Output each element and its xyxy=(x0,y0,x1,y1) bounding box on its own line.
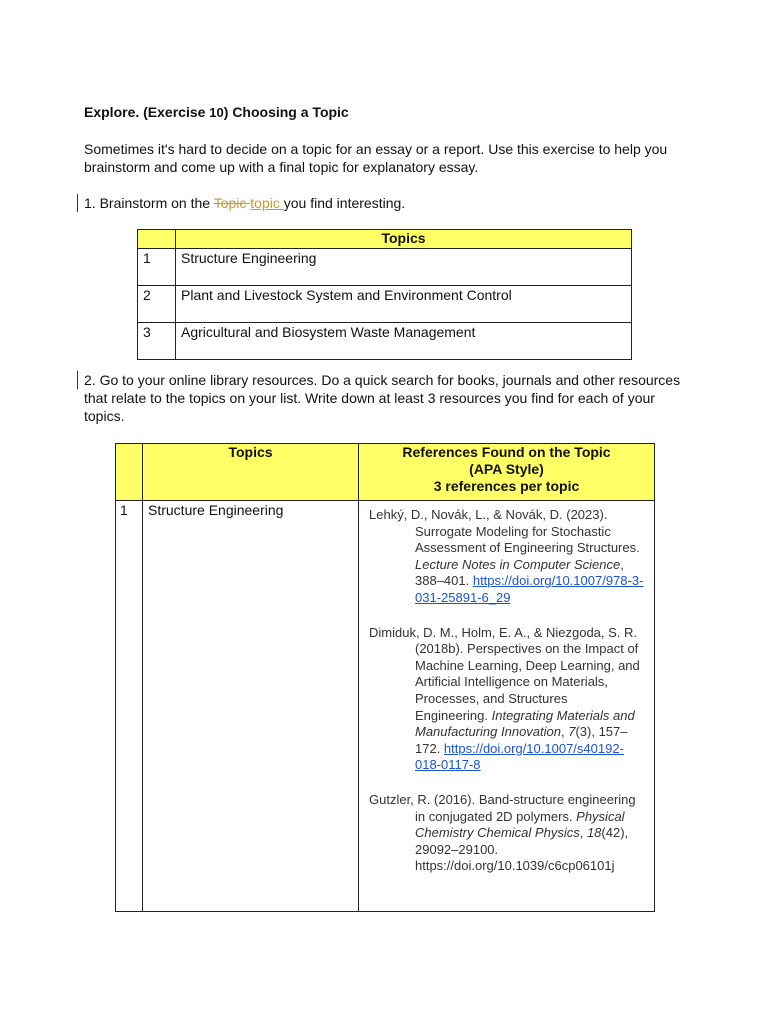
reference-journal: Integrating Materials and Manufacturing Innovation xyxy=(415,707,635,740)
doi-link[interactable]: https://doi.org/10.1007/s40192-018-0117-8 xyxy=(415,740,624,773)
step-2-instruction xyxy=(84,371,694,425)
references-table xyxy=(115,443,655,912)
doi-link[interactable]: https://doi.org/10.1007/978-3-031-25891-6_29 xyxy=(415,573,644,605)
step2-text-end: Do a quick search for books, journals and other resources that relate to the topics on your list. Write down at least 3 resources you find for each of your topics. xyxy=(84,372,681,424)
header-empty-cell xyxy=(116,444,143,501)
table-row xyxy=(116,501,655,912)
topics-table xyxy=(137,229,632,360)
references-header-line: (APA Style) xyxy=(469,461,544,477)
reference-text: Dimiduk, D. M., Holm, E. A., & Niezgoda, S. R. (2018b). Perspectives on the Impact of Machine Learning, Deep Learning, and Artificial Intelligence on Materials, Processes, and Structures Engineering. xyxy=(369,624,640,723)
heading-number: 10 xyxy=(209,105,224,120)
reference-details: (3), 157–172. xyxy=(415,724,628,756)
table-row xyxy=(138,323,632,360)
change-bar xyxy=(77,194,78,212)
topic-cell[interactable]: Agricultural and Biosystem Waste Management xyxy=(176,323,632,360)
topic-cell[interactable]: Plant and Livestock System and Environment Control xyxy=(176,286,632,323)
reference-entry: Dimiduk, D. M., Holm, E. A., & Niezgoda, S. R. (2018b). Perspectives on the Impact of Machine Learning, Deep Learning, and Artificial Intelligence on Materials, Processes, and Structures Engineering. Integrating Materials and Manufacturing Innovation, 7(3), 157–172. https://doi.org/10.1007/s40192-018-0117-8 xyxy=(369,624,640,773)
step2-text: 2. Go to your online library resources. xyxy=(84,372,322,388)
references-header xyxy=(359,444,655,501)
tracked-deletion[interactable]: Topic xyxy=(213,195,251,211)
reference-text: Gutzler, R. (2016). Band-structure engineering in conjugated 2D polymers. xyxy=(369,791,636,824)
references-header-line: 3 references per topic xyxy=(433,478,580,494)
reference-journal: Lecture Notes in Computer Science xyxy=(415,556,621,572)
references-header-line: References Found on the Topic xyxy=(402,444,611,460)
reference-details: , 388–401. xyxy=(415,556,624,589)
row-number: 3 xyxy=(138,323,176,360)
reference-details: (42), 29092–29100. xyxy=(415,825,629,857)
table-header-row xyxy=(116,444,655,501)
tracked-insertion[interactable]: topic xyxy=(250,195,284,211)
topic-cell[interactable]: Structure Engineering xyxy=(143,501,359,912)
step1-text: 1. Brainstorm on the xyxy=(84,195,214,211)
step1-text-end: you find interesting. xyxy=(283,195,406,211)
reference-entry xyxy=(369,507,644,607)
heading-prefix: Explore. (Exercise xyxy=(84,104,210,120)
topics-header: Topics xyxy=(143,444,359,501)
row-number: 1 xyxy=(116,501,143,912)
reference-volume: 18 xyxy=(586,825,602,841)
exercise-heading xyxy=(84,104,349,120)
table-row xyxy=(138,249,632,286)
heading-suffix: ) Choosing a Topic xyxy=(223,104,349,120)
change-bar xyxy=(77,371,78,389)
reference-journal: Physical Chemistry Chemical Physics xyxy=(415,808,625,841)
intro-paragraph: Sometimes it's hard to decide on a topic for an essay or a report. Use this exercise to help you brainstorm and come up with a final topic for explanatory essay. xyxy=(84,141,668,175)
reference-entry: Gutzler, R. (2016). Band-structure engineering in conjugated 2D polymers. Physical Chemistry Chemical Physics, 18(42), 29092–29100. https://doi.org/10.1039/c6cp06101j xyxy=(369,791,636,874)
reference-volume: 7 xyxy=(568,724,576,740)
references-cell[interactable] xyxy=(359,501,655,912)
header-empty-cell xyxy=(138,230,176,249)
topics-header: Topics xyxy=(176,230,632,249)
reference-doi: https://doi.org/10.1039/c6cp06101j xyxy=(415,858,615,874)
row-number: 2 xyxy=(138,286,176,323)
step-1-instruction xyxy=(84,194,405,212)
topic-cell[interactable]: Structure Engineering xyxy=(176,249,632,286)
table-header-row xyxy=(138,230,632,249)
reference-text: Lehký, D., Novák, L., & Novák, D. (2023). Surrogate Modeling for Stochastic Assessment of Engineering Structures. xyxy=(369,507,640,556)
row-number: 1 xyxy=(138,249,176,286)
table-row xyxy=(138,286,632,323)
